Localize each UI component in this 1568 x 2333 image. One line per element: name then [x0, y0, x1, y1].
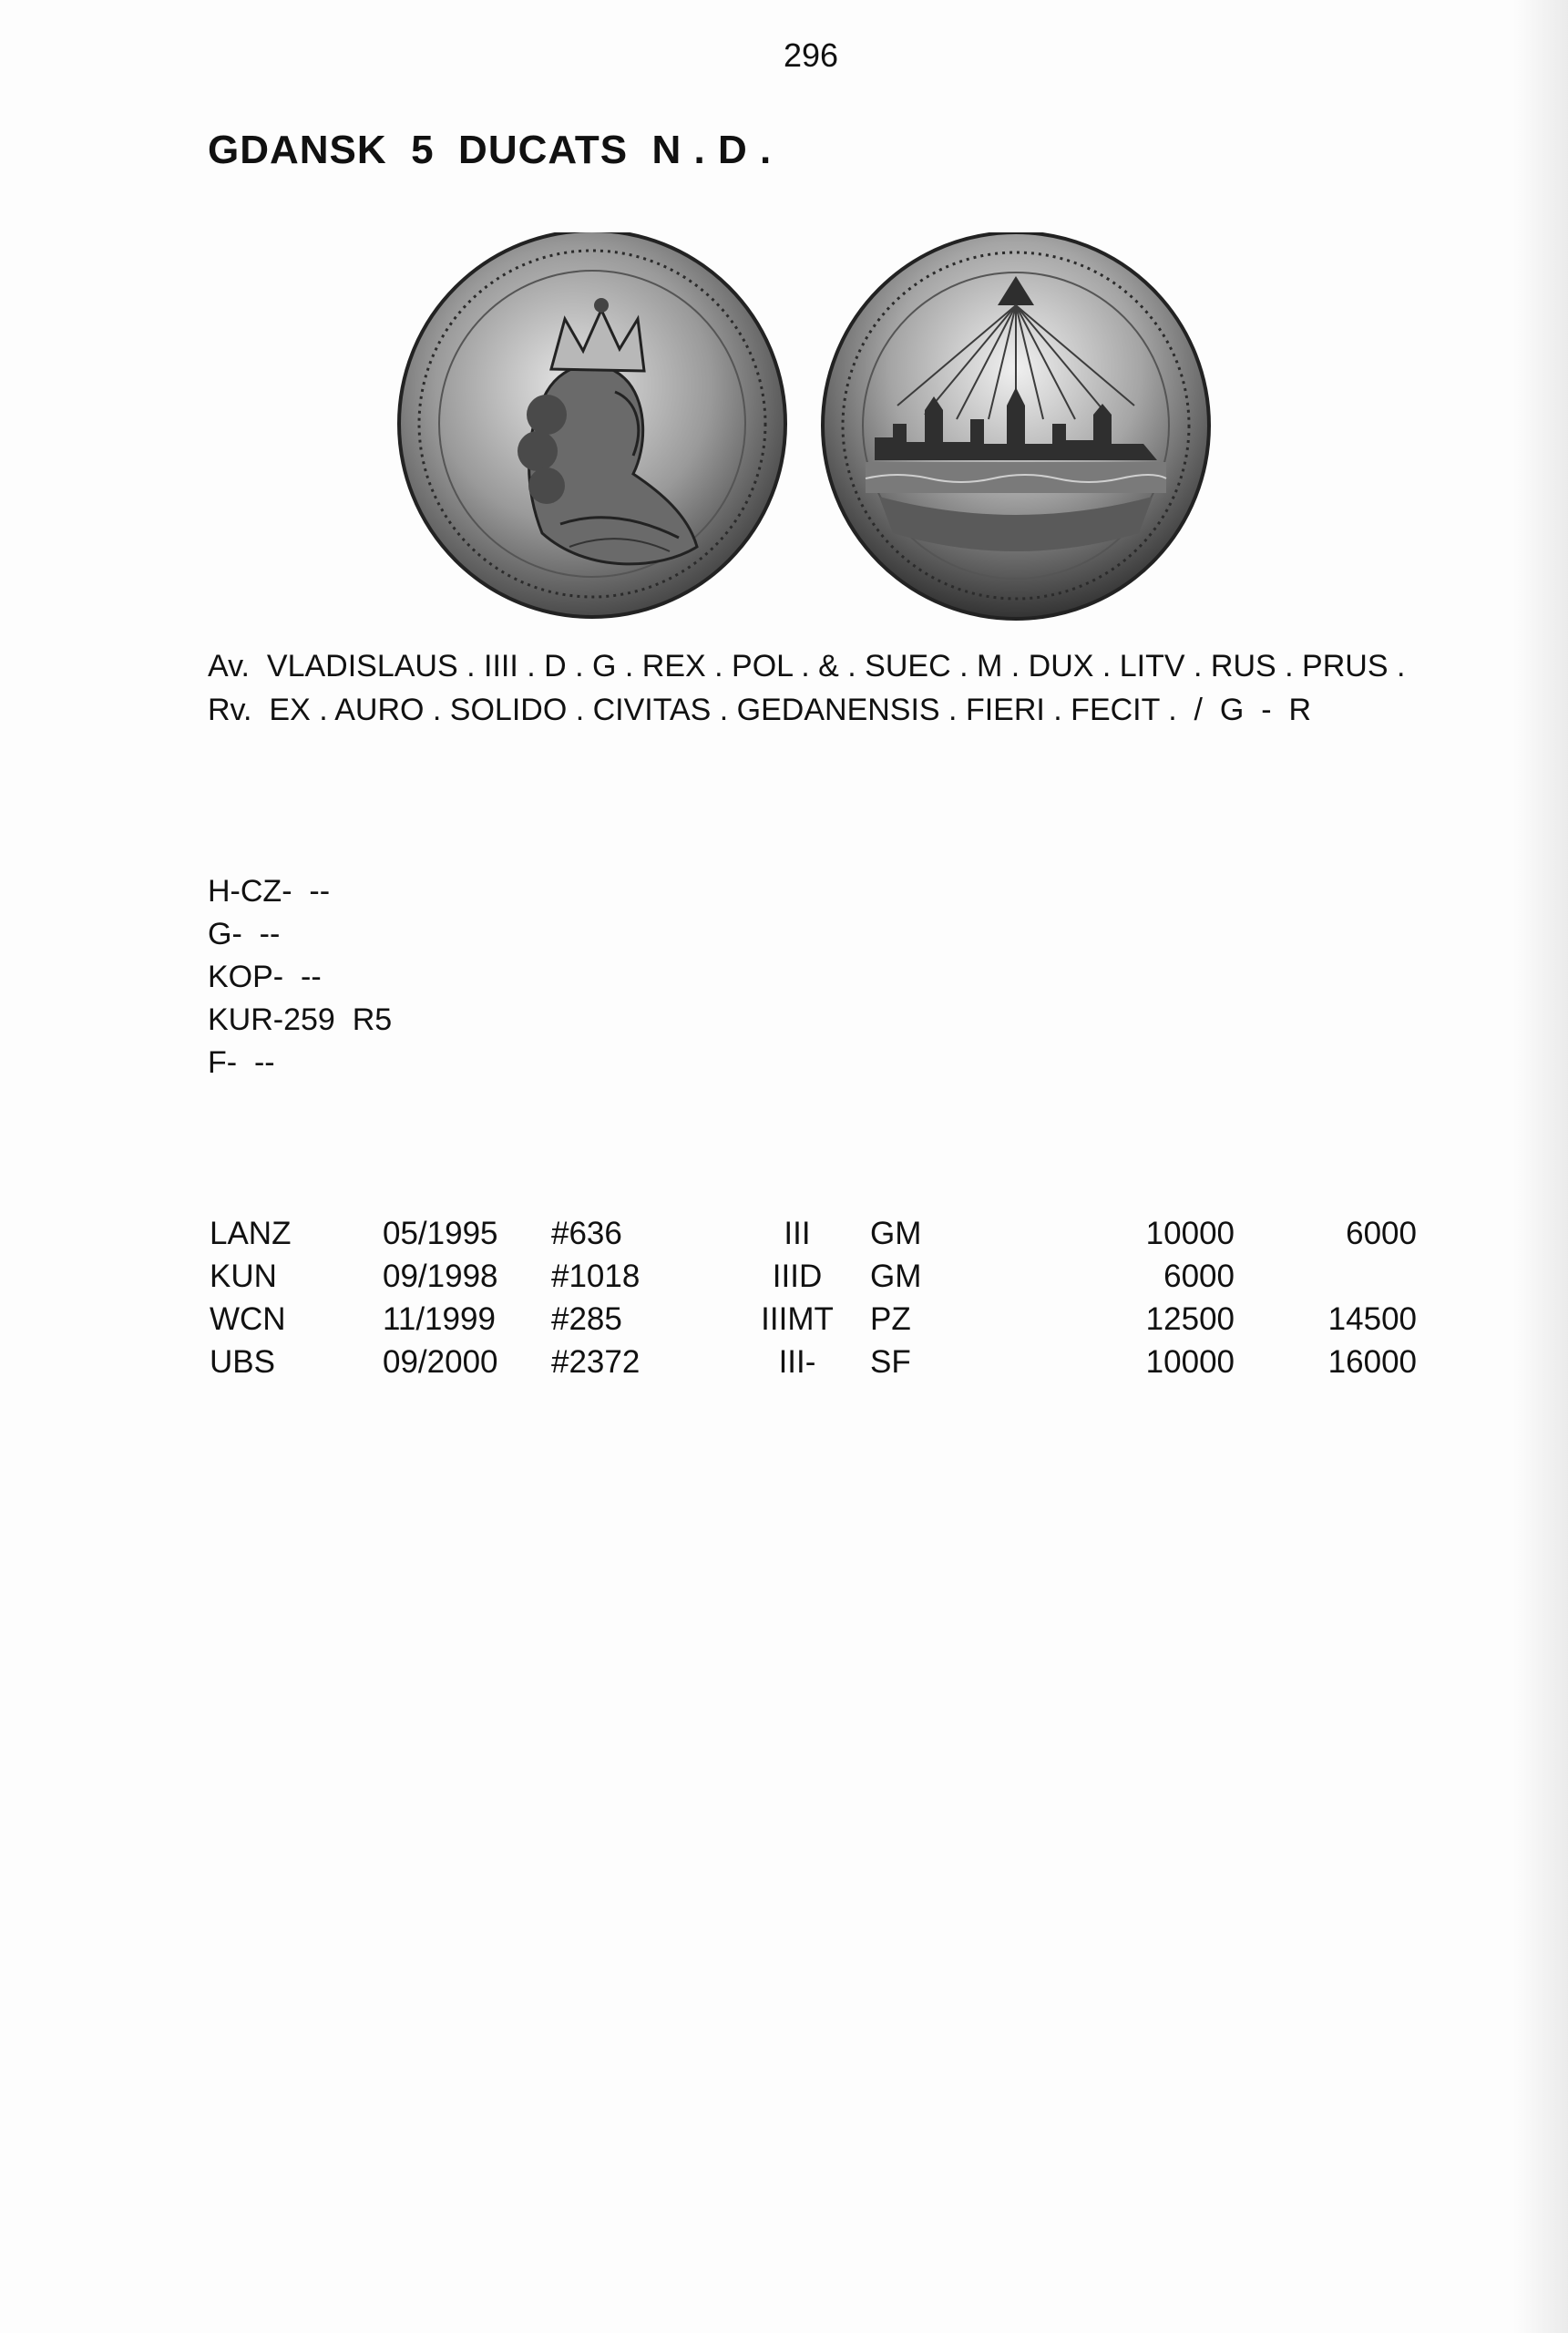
price: 14500 [1327, 1300, 1417, 1337]
page-number: 296 [783, 36, 839, 74]
grade: IIIMT [761, 1300, 834, 1337]
price [1235, 1255, 1417, 1298]
lot-number: #1018 [551, 1258, 641, 1294]
auction-sales-table [210, 1212, 1417, 1383]
auction-house: WCN [210, 1300, 286, 1337]
reference-item: KOP- -- [208, 960, 322, 994]
condition: GM [870, 1258, 922, 1294]
sale-date: 09/2000 [383, 1343, 498, 1380]
reference-item: KUR-259 R5 [208, 1002, 393, 1037]
reference-item: H-CZ- -- [208, 874, 331, 909]
sale-date: 09/1998 [383, 1258, 498, 1294]
grade: IIID [772, 1258, 823, 1294]
reference-item: G- -- [208, 917, 281, 951]
estimate: 6000 [1163, 1258, 1235, 1294]
obverse-text: VLADISLAUS . IIII . D . G . REX . POL . & . SUEC . M . DUX . LITV . RUS . PRUS . [266, 649, 1406, 683]
obverse-label: Av. [208, 649, 250, 683]
sale-date: 05/1995 [383, 1215, 498, 1251]
estimate: 10000 [1145, 1215, 1235, 1251]
table-row [210, 1341, 1417, 1383]
condition: GM [870, 1215, 922, 1251]
table-row [210, 1212, 1417, 1255]
page-edge-shadow [1513, 0, 1568, 2333]
auction-house: KUN [210, 1258, 277, 1294]
auction-house: LANZ [210, 1215, 292, 1251]
lot-number: #285 [551, 1300, 622, 1337]
price: 16000 [1327, 1343, 1417, 1380]
estimate: 12500 [1145, 1300, 1235, 1337]
grade: III- [778, 1343, 816, 1380]
condition: PZ [870, 1300, 911, 1337]
estimate: 10000 [1145, 1343, 1235, 1380]
lot-number: #636 [551, 1215, 622, 1251]
condition: SF [870, 1343, 911, 1380]
sale-date: 11/1999 [383, 1300, 496, 1337]
obverse-legend [208, 649, 1405, 684]
price: 6000 [1346, 1215, 1417, 1251]
coin-images [387, 232, 1225, 624]
reference-list [208, 870, 392, 1084]
reverse-legend [208, 693, 1311, 728]
grade: III [784, 1215, 811, 1251]
coin-reverse [823, 232, 1209, 619]
coin-obverse [399, 232, 785, 617]
auction-house: UBS [210, 1343, 275, 1380]
reference-item: F- -- [208, 1045, 275, 1080]
table-row [210, 1298, 1417, 1341]
reverse-text: EX . AURO . SOLIDO . CIVITAS . GEDANENSIS . FIERI . FECIT . / G - R [269, 693, 1312, 727]
table-row [210, 1255, 1417, 1298]
reverse-label: Rv. [208, 693, 252, 727]
lot-number: #2372 [551, 1343, 641, 1380]
page-title: GDANSK 5 DUCATS N . D . [208, 128, 773, 172]
